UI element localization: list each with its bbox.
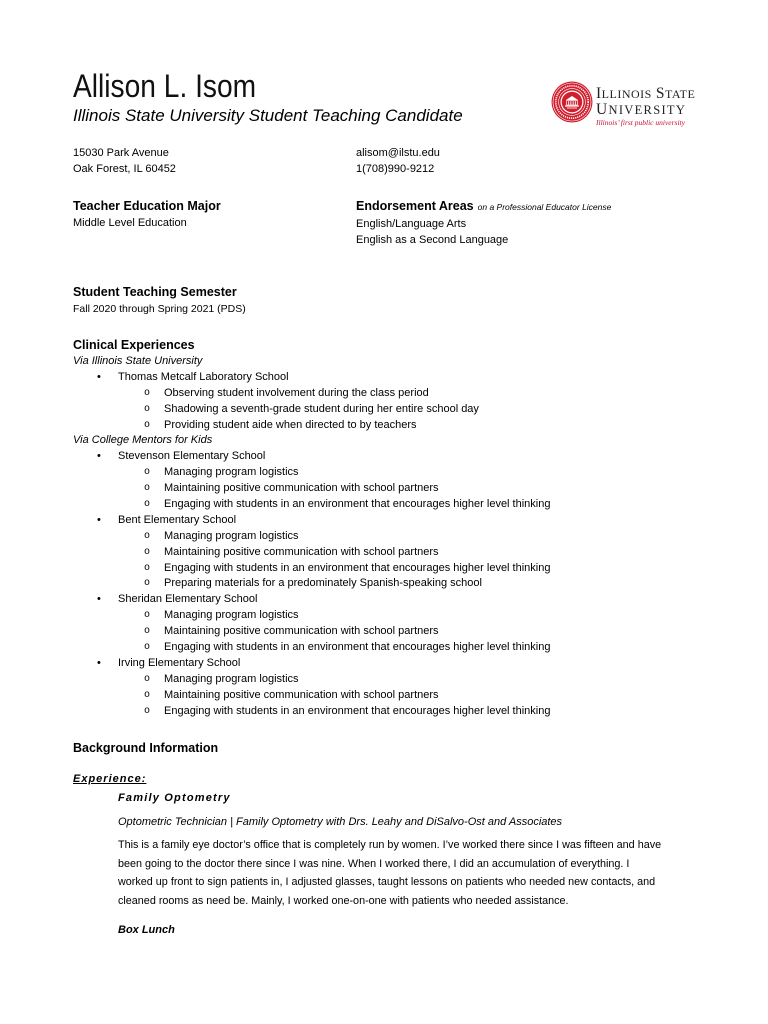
school-list-item [73, 449, 550, 465]
circle-bullet-icon [144, 561, 150, 577]
student-teaching-heading: Student Teaching Semester [73, 285, 237, 299]
job-role: Optometric Technician | Family Optometry with Drs. Leahy and DiSalvo-Ost and Associates [118, 816, 563, 828]
clinical-list [73, 354, 550, 719]
logo-name-line1 [596, 86, 695, 101]
task-list-item [73, 529, 550, 545]
task-list-item [73, 672, 550, 688]
school-name: Thomas Metcalf Laboratory School [118, 370, 289, 383]
task-list-item [73, 402, 550, 418]
university-logo [596, 86, 695, 127]
circle-bullet-icon [144, 497, 150, 513]
description-line: This is a family eye doctor’s office that is completely run by women. I’ve worked there since I was fifteen and have [118, 839, 662, 851]
city-state-zip: Oak Forest, IL 60452 [73, 163, 176, 175]
university-seal-icon [551, 81, 593, 123]
endorsement-heading-row [356, 197, 611, 216]
school-list-item [73, 370, 550, 386]
bullet-icon [97, 449, 101, 465]
circle-bullet-icon [144, 418, 150, 434]
employer-name: Box Lunch [118, 924, 175, 936]
description-line: been going to the doctor there since I was nine. When I worked there, I did an accumulation of everything. I [118, 857, 630, 870]
task-text: Engaging with students in an environment that encourages higher level thinking [164, 704, 551, 717]
task-text: Providing student aide when directed to by teachers [164, 418, 417, 431]
phone-number: 1(708)990-9212 [356, 163, 435, 175]
task-list-item [73, 704, 550, 720]
logo-word-state: STATE [655, 85, 696, 102]
task-text: Managing program logistics [164, 609, 299, 622]
task-list-item [73, 624, 550, 640]
candidate-subtitle: Illinois State University Student Teaching Candidate [73, 106, 463, 125]
task-text: Shadowing a seventh-grade student during her entire school day [164, 402, 479, 415]
task-text: Managing program logistics [164, 466, 299, 479]
major-section [73, 197, 221, 231]
bullet-icon [97, 513, 101, 529]
address-block [73, 145, 176, 177]
task-text: Maintaining positive communication with school partners [164, 482, 439, 495]
school-name: Sheridan Elementary School [118, 593, 258, 606]
bullet-icon [97, 656, 101, 672]
task-list-item [73, 481, 550, 497]
circle-bullet-icon [144, 576, 150, 592]
task-text: Engaging with students in an environment that encourages higher level thinking [164, 498, 551, 511]
circle-bullet-icon [144, 465, 150, 481]
circle-bullet-icon [144, 402, 150, 418]
endorsement-note: on a Professional Educator License [477, 202, 612, 212]
task-text: Maintaining positive communication with school partners [164, 625, 439, 638]
street-address: 15030 Park Avenue [73, 147, 169, 159]
experience-label: Experience: [73, 773, 147, 785]
description-line: worked up front to sign patients in, I adjusted glasses, taught lessons on patients who needed new contacts, and [118, 876, 656, 889]
bullet-icon [97, 370, 101, 386]
circle-bullet-icon [144, 529, 150, 545]
endorsement-item: English as a Second Language [356, 234, 509, 246]
logo-word-university: UNIVERSITY [596, 101, 687, 118]
task-text: Maintaining positive communication with school partners [164, 688, 439, 701]
circle-bullet-icon [144, 688, 150, 704]
task-list-item [73, 688, 550, 704]
endorsement-section [356, 197, 611, 248]
student-teaching-value: Fall 2020 through Spring 2021 (PDS) [73, 303, 246, 315]
task-list-item [73, 386, 550, 402]
task-list-item [73, 497, 550, 513]
task-list-item [73, 545, 550, 561]
endorsement-heading: Endorsement Areas [356, 199, 474, 213]
contact-block [356, 145, 440, 177]
clinical-group-label: Via Illinois State University [73, 355, 203, 367]
description-line: cleaned rooms as need be. Mainly, I worked one-on-one with patients who needed assistance. [118, 895, 569, 908]
school-list-item [73, 513, 550, 529]
clinical-group-label: Via College Mentors for Kids [73, 434, 213, 447]
circle-bullet-icon [144, 624, 150, 640]
school-list-item [73, 656, 550, 672]
endorsement-item: English/Language Arts [356, 218, 467, 230]
task-list-item [73, 576, 550, 592]
school-name: Bent Elementary School [118, 513, 237, 526]
major-value: Middle Level Education [73, 217, 187, 229]
circle-bullet-icon [144, 545, 150, 561]
circle-bullet-icon [144, 386, 150, 402]
task-text: Engaging with students in an environment that encourages higher level thinking [164, 641, 551, 654]
circle-bullet-icon [144, 481, 150, 497]
circle-bullet-icon [144, 672, 150, 688]
task-text: Preparing materials for a predominately Spanish-speaking school [164, 577, 482, 590]
task-text: Managing program logistics [164, 672, 299, 685]
circle-bullet-icon [144, 640, 150, 656]
bullet-icon [97, 592, 101, 608]
circle-bullet-icon [144, 608, 150, 624]
task-text: Engaging with students in an environment that encourages higher level thinking [164, 561, 551, 574]
task-list-item [73, 465, 550, 481]
task-text: Maintaining positive communication with school partners [164, 545, 439, 558]
logo-word-illinois: ILLINOIS [596, 85, 652, 102]
clinical-heading: Clinical Experiences [73, 338, 195, 352]
background-heading: Background Information [73, 741, 219, 755]
school-name: Stevenson Elementary School [118, 450, 266, 463]
task-text: Observing student involvement during the class period [164, 386, 429, 399]
major-heading: Teacher Education Major [73, 199, 221, 213]
task-list-item [73, 561, 550, 577]
email-address: alisom@ilstu.edu [356, 147, 440, 159]
school-name: Irving Elementary School [118, 656, 241, 669]
student-teaching-section [73, 283, 246, 317]
circle-bullet-icon [144, 704, 150, 720]
logo-tagline: Illinois’ first public university [596, 118, 685, 127]
task-list-item [73, 640, 550, 656]
job-description [118, 836, 661, 911]
task-text: Managing program logistics [164, 529, 299, 542]
school-list-item [73, 592, 550, 608]
employer-name: Family Optometry [118, 792, 231, 804]
task-list-item [73, 418, 550, 434]
candidate-name: Allison L. Isom [73, 68, 257, 104]
task-list-item [73, 608, 550, 624]
